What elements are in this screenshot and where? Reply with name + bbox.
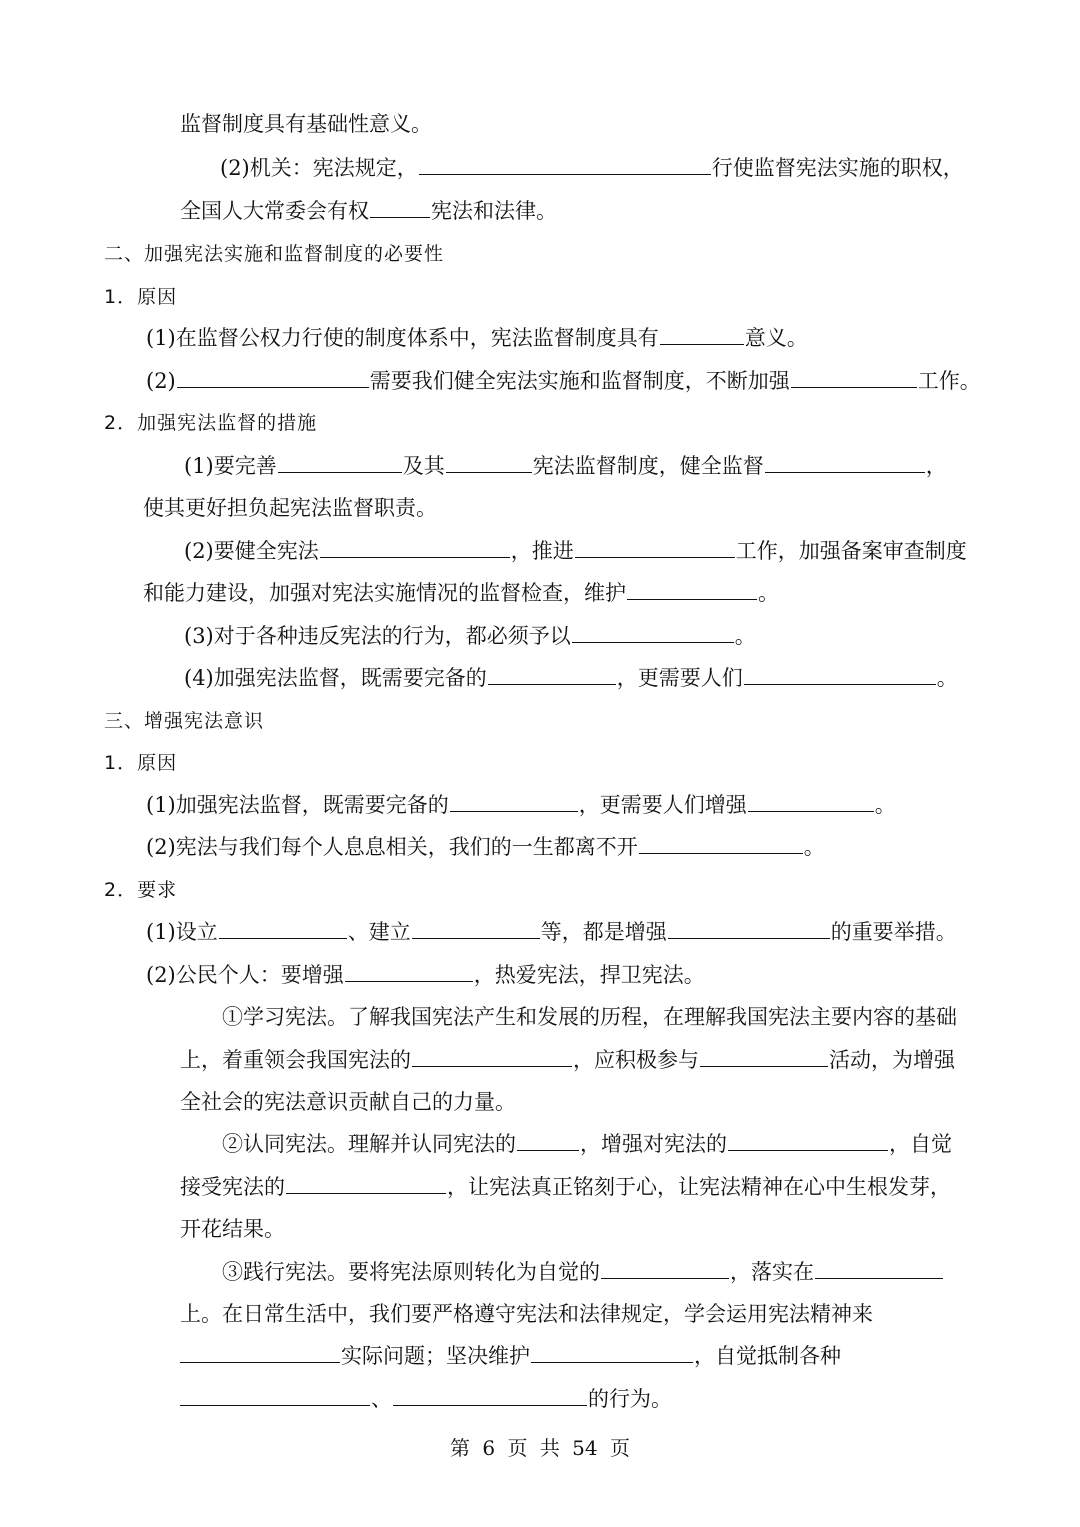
text-line: ①学习宪法。了解我国宪法产生和发展的历程，在理解我国宪法主要内容的基础 <box>222 1005 957 1029</box>
fill-blank[interactable] <box>412 918 540 939</box>
fill-blank[interactable] <box>370 197 430 218</box>
section-heading: 二、加强宪法实施和监督制度的必要性 <box>104 243 445 265</box>
text-line: 和能力建设，加强对宪法实施情况的监督检查，维护 。 <box>143 581 779 605</box>
fill-blank[interactable] <box>446 452 532 473</box>
sub-heading: 2．加强宪法监督的措施 <box>104 412 318 434</box>
text-line: (1)在监督公权力行使的制度体系中，宪法监督制度具有 意义。 <box>146 326 808 350</box>
fill-blank[interactable] <box>660 324 744 345</box>
fill-blank[interactable] <box>668 918 830 939</box>
sub-heading: 1．原因 <box>104 752 178 774</box>
fill-blank[interactable] <box>815 1258 943 1279</box>
text-line: 开花结果。 <box>180 1217 285 1241</box>
text-line: (2) 需要我们健全宪法实施和监督制度，不断加强 工作。 <box>146 369 981 393</box>
text-line: ②认同宪法。理解并认同宪法的 ，增强对宪法的 ，自觉 <box>222 1132 952 1156</box>
text-line: (2)公民个人：要增强 ，热爱宪法，捍卫宪法。 <box>146 963 705 987</box>
text-line: (1)要完善 及其 宪法监督制度，健全监督 ， <box>184 454 947 478</box>
fill-blank[interactable] <box>180 1385 370 1406</box>
fill-blank[interactable] <box>393 1385 587 1406</box>
text-line: 上。在日常生活中，我们要严格遵守宪法和法律规定，学会运用宪法精神来 <box>180 1302 873 1326</box>
text-line: ③践行宪法。要将宪法原则转化为自觉的 ，落实在 <box>222 1258 1080 1286</box>
text-line: 监督制度具有基础性意义。 <box>180 112 432 136</box>
fill-blank[interactable] <box>450 791 578 812</box>
fill-blank[interactable] <box>639 833 803 854</box>
fill-blank[interactable] <box>177 367 369 388</box>
text-line: 实际问题；坚决维护 ，自觉抵制各种 <box>180 1342 1080 1370</box>
text-line: 上，着重领会我国宪法的 ，应积极参与 活动，为增强 <box>180 1048 955 1072</box>
text-line: 全国人大常委会有权 宪法和法律。 <box>180 199 557 223</box>
text-line: 使其更好担负起宪法监督职责。 <box>143 496 437 520</box>
fill-blank[interactable] <box>219 918 347 939</box>
fill-blank[interactable] <box>517 1130 579 1151</box>
text-line: 、 的行为。 <box>180 1385 1080 1413</box>
sub-heading: 1．原因 <box>104 286 178 308</box>
fill-blank[interactable] <box>728 1130 888 1151</box>
page-number: 6 <box>482 1436 496 1460</box>
fill-blank[interactable] <box>748 791 874 812</box>
sub-heading: 2．要求 <box>104 879 178 901</box>
text-line: (1)设立 、建立 等，都是增强 的重要举措。 <box>146 920 957 944</box>
fill-blank[interactable] <box>575 537 735 558</box>
section-heading: 三、增强宪法意识 <box>104 710 265 732</box>
fill-blank[interactable] <box>791 367 917 388</box>
text-line: 接受宪法的 ，让宪法真正铭刻于心，让宪法精神在心中生根发芽， <box>180 1175 951 1199</box>
text-line: (3)对于各种违反宪法的行为，都必须予以 。 <box>184 624 756 648</box>
fill-blank[interactable] <box>531 1342 693 1363</box>
fill-blank[interactable] <box>278 452 402 473</box>
text-line: (1)加强宪法监督，既需要完备的 ，更需要人们增强 。 <box>146 793 896 817</box>
fill-blank[interactable] <box>286 1173 446 1194</box>
fill-blank[interactable] <box>700 1046 828 1067</box>
page-total: 54 <box>572 1436 598 1460</box>
fill-blank[interactable] <box>345 961 473 982</box>
page-footer: 第 6 页 共 54 页 <box>450 1436 630 1460</box>
fill-blank[interactable] <box>765 452 925 473</box>
text-line: 全社会的宪法意识贡献自己的力量。 <box>180 1090 516 1114</box>
fill-blank[interactable] <box>320 537 510 558</box>
fill-blank[interactable] <box>412 1046 572 1067</box>
text-line: (2)宪法与我们每个人息息相关，我们的一生都离不开 。 <box>146 835 825 859</box>
fill-blank[interactable] <box>744 664 936 685</box>
fill-blank[interactable] <box>180 1342 340 1363</box>
fill-blank[interactable] <box>601 1258 729 1279</box>
fill-blank[interactable] <box>627 579 757 600</box>
fill-blank[interactable] <box>572 622 734 643</box>
text-line: (2)机关：宪法规定， 行使监督宪法实施的职权， <box>220 156 964 180</box>
text-line: (2)要健全宪法 ，推进 工作，加强备案审查制度 <box>184 539 967 563</box>
fill-blank[interactable] <box>488 664 616 685</box>
text-line: (4)加强宪法监督，既需要完备的 ，更需要人们 。 <box>184 666 958 690</box>
fill-blank[interactable] <box>419 154 711 175</box>
